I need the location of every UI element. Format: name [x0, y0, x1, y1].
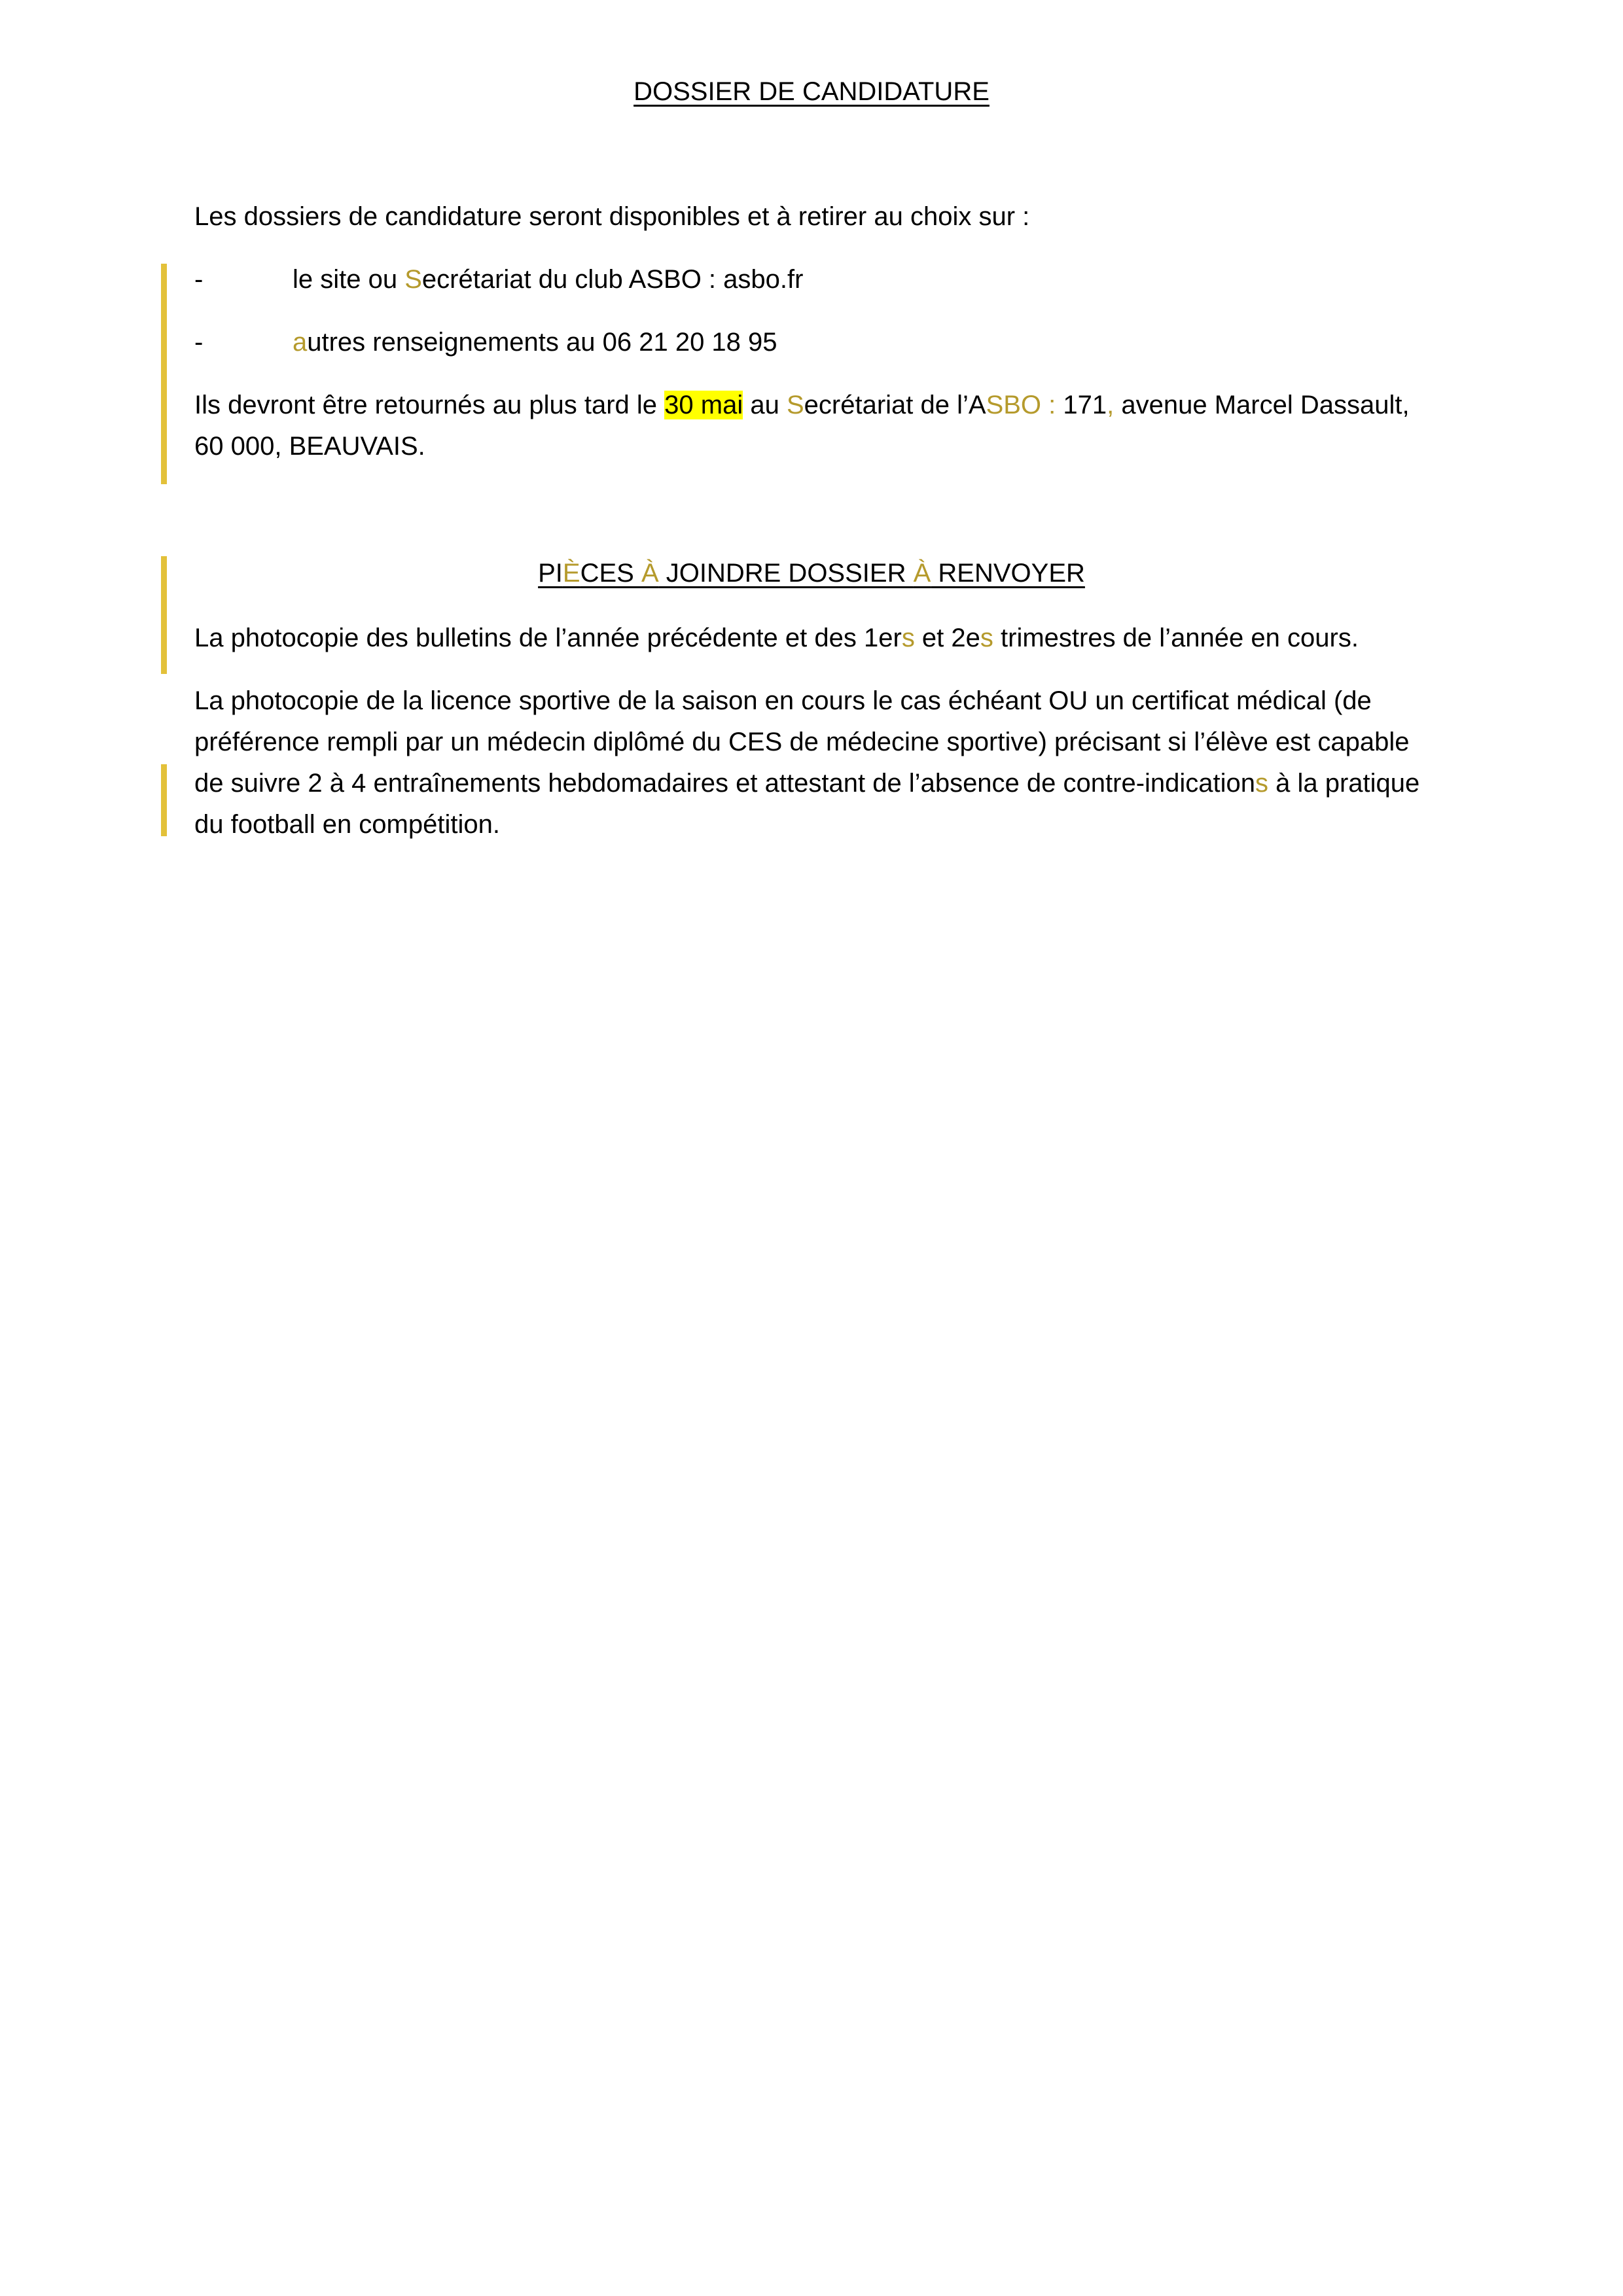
- tracked-insertion: s: [901, 624, 915, 652]
- paragraph-text: trimestres de l’année en cours.: [993, 624, 1359, 652]
- bullet-dash: -: [194, 328, 204, 357]
- change-bar: [161, 264, 167, 484]
- tracked-insertion: SBO :: [986, 391, 1063, 419]
- tracked-insertion: s: [1255, 769, 1269, 798]
- tracked-insertion: È: [562, 559, 580, 588]
- paragraph-text: La photocopie de la licence sportive de la saison en cours le cas échéant OU un certificat médical (de préférence rempli par un médecin diplômé du CES de médecine sportive) précisant si l’élève est capable de suivre 2 à 4 entraînements hebdomadaires et attestant de l’absence de contre-indication: [194, 686, 1410, 798]
- bullet-dash: -: [194, 265, 204, 294]
- title-text: PI: [538, 559, 563, 588]
- tracked-insertion: s: [980, 624, 993, 652]
- paragraph-text: et 2e: [914, 624, 980, 652]
- section-title-pieces: [0, 556, 1623, 590]
- bullet-text: utres renseignements au 06 21 20 18 95: [307, 328, 777, 357]
- deadline-highlight: 30 mai: [664, 391, 743, 419]
- return-text: avenue Marcel Dassault, 60 000, BEAUVAIS.: [194, 391, 1410, 461]
- return-text: Ils devront être retournés au plus tard le: [194, 391, 665, 419]
- paragraph-text: La photocopie des bulletins de l’année précédente et des 1er: [194, 624, 902, 652]
- bulletins-paragraph: [194, 618, 1438, 659]
- tracked-insertion: S: [404, 265, 422, 294]
- title-text: JOINDRE DOSSIER: [658, 559, 914, 588]
- tracked-insertion: À: [641, 559, 659, 588]
- bullet-text: le site ou: [293, 265, 405, 294]
- intro-paragraph: Les dossiers de candidature seront disponibles et à retirer au choix sur :: [194, 202, 1030, 231]
- change-bar: [161, 764, 167, 836]
- bullet-item-site: [194, 259, 803, 300]
- tracked-insertion: a: [293, 328, 308, 357]
- tracked-insertion: À: [913, 559, 931, 588]
- bullet-text: ecrétariat du club ASBO : asbo.fr: [421, 265, 804, 294]
- tracked-insertion: S: [786, 391, 804, 419]
- section-title-dossier: DOSSIER DE CANDIDATURE: [633, 77, 990, 106]
- title-text: CES: [580, 559, 641, 588]
- return-text: 171: [1063, 391, 1107, 419]
- title-text: RENVOYER: [931, 559, 1085, 588]
- return-text: ecrétariat de l’A: [804, 391, 986, 419]
- licence-paragraph: [194, 680, 1438, 845]
- return-paragraph: [194, 385, 1438, 467]
- return-text: au: [743, 391, 787, 419]
- paragraph-text: à la pratique du football en compétition.: [194, 769, 1420, 839]
- tracked-insertion: ,: [1107, 391, 1115, 419]
- bullet-item-phone: [194, 322, 777, 363]
